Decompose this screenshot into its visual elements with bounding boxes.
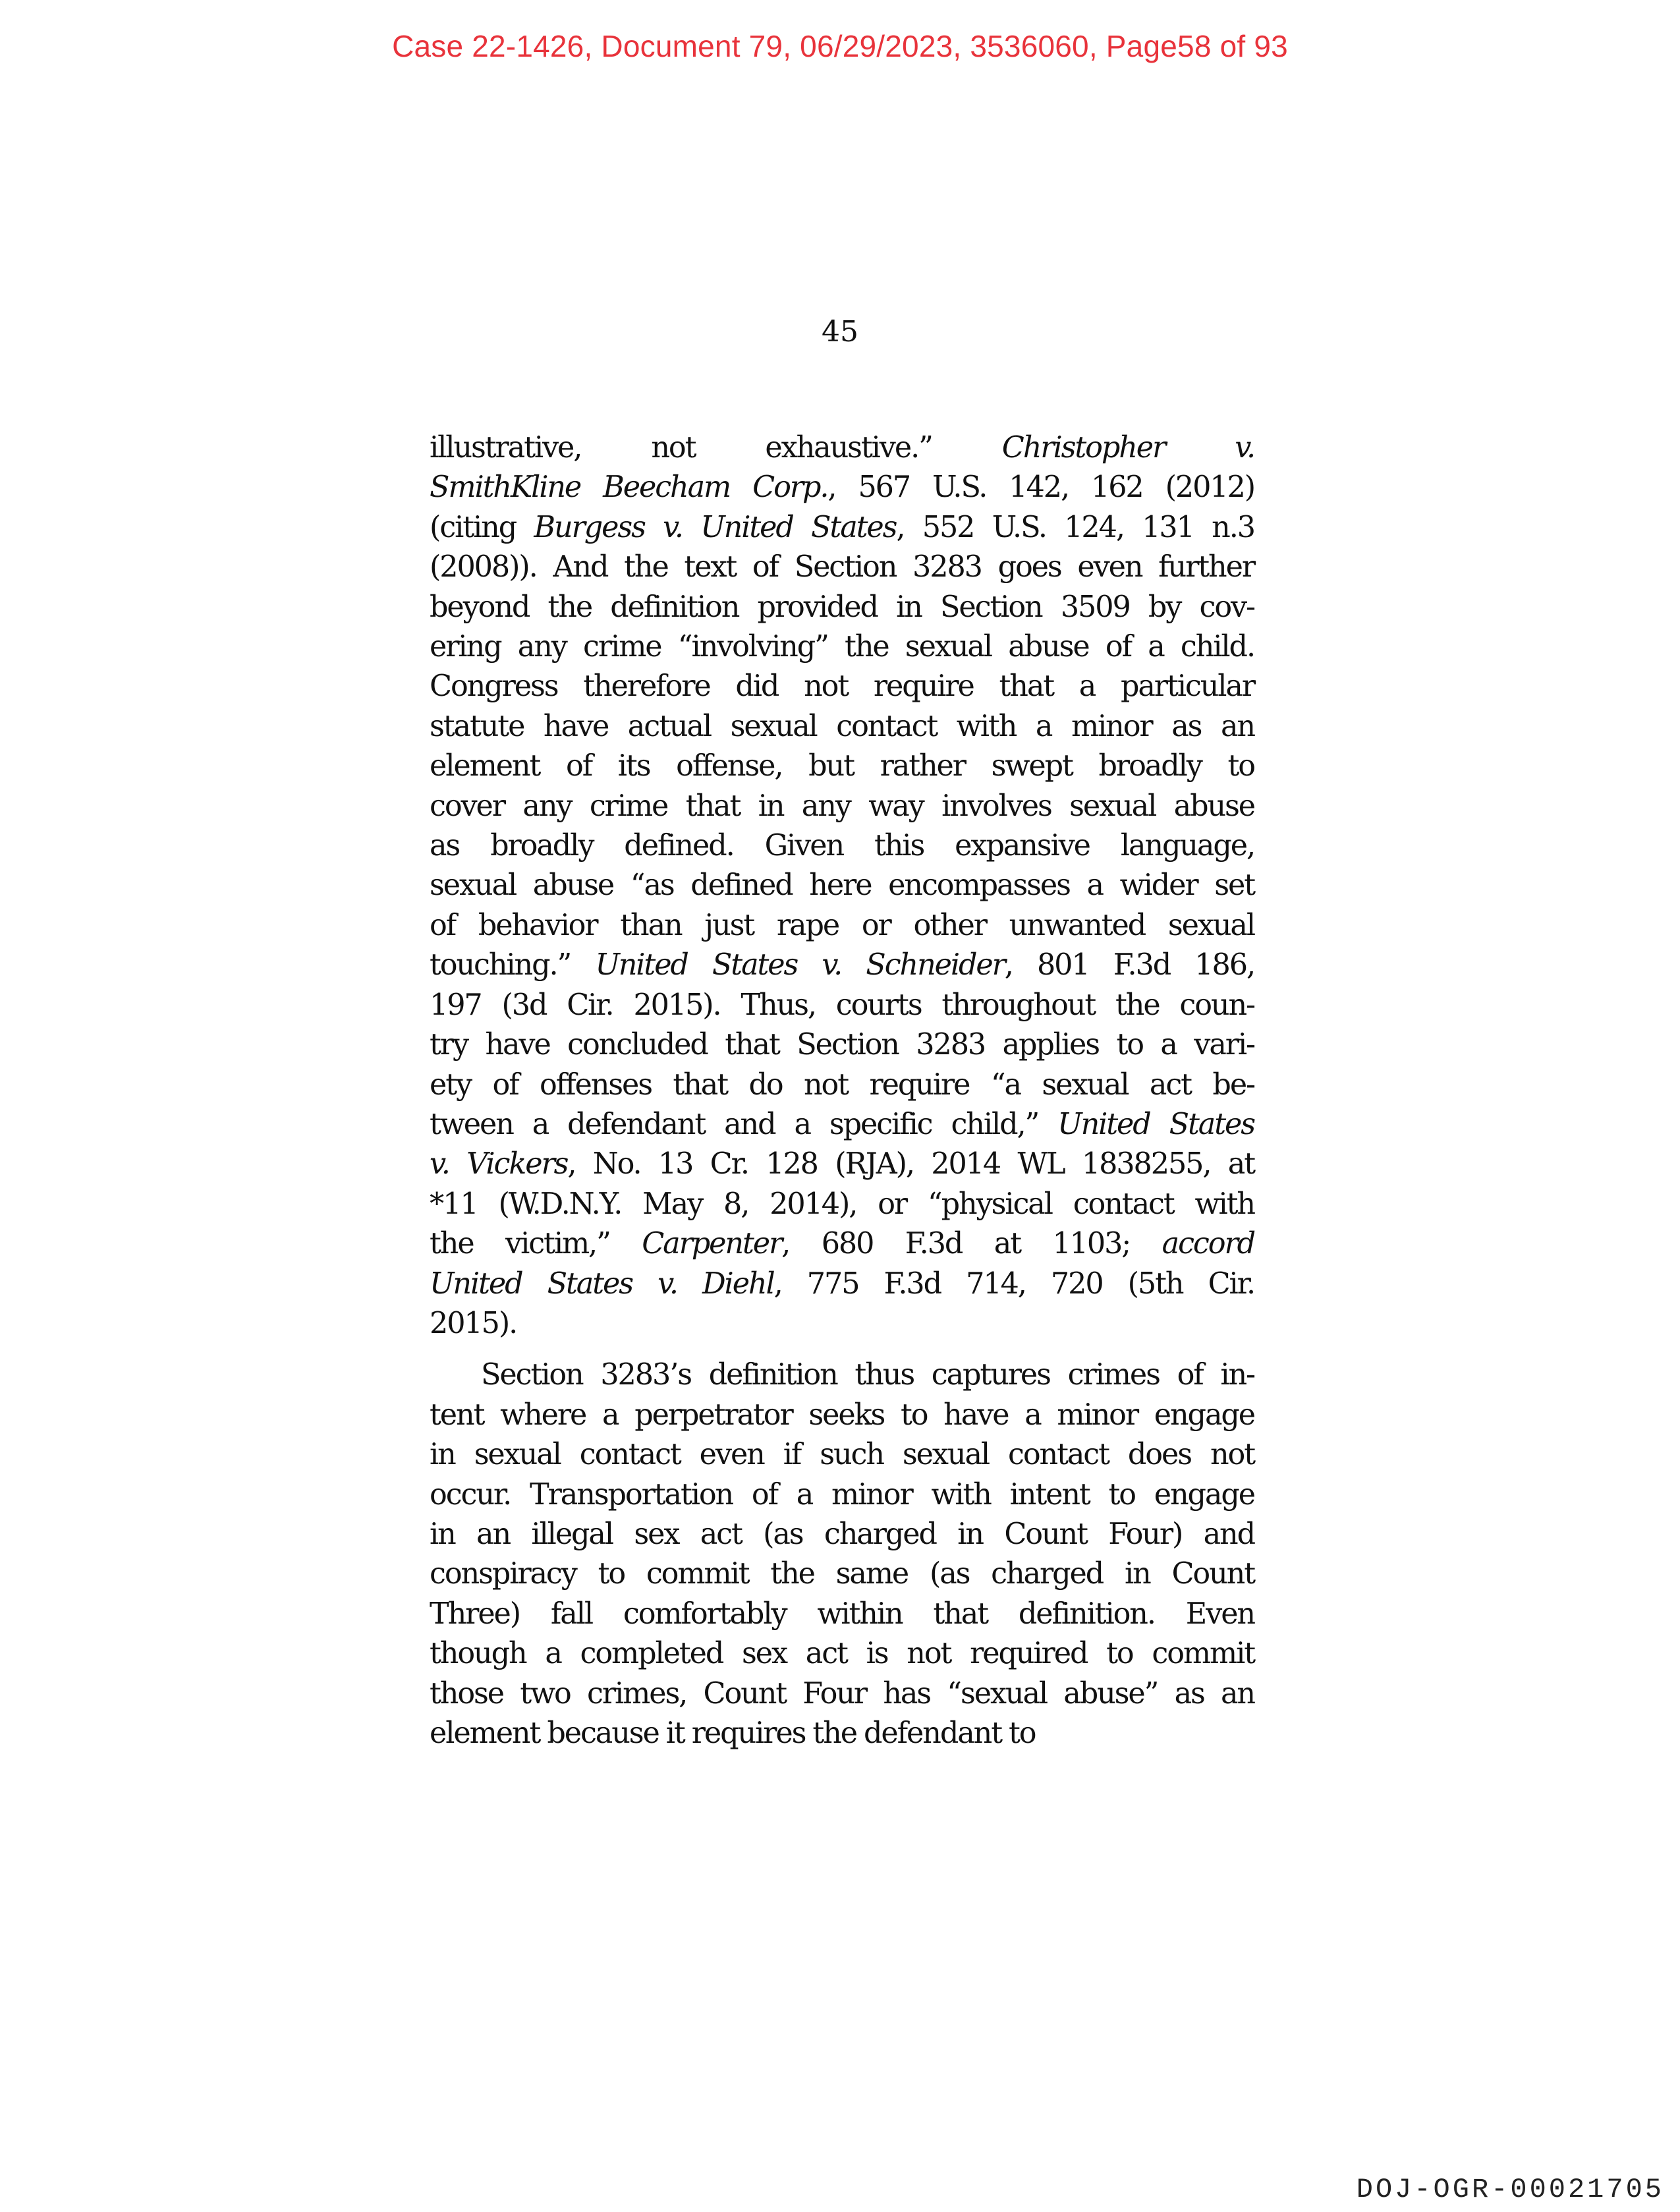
text-run: conspiracy to commit the same (as charged in Count: [430, 1557, 1254, 1591]
text-line: [430, 1595, 1254, 1634]
text-run: cover any crime that in any way involves sexual abuse: [430, 789, 1254, 823]
text-run: illustrative, not exhaustive.”: [430, 431, 1002, 465]
text-line: [430, 588, 1254, 627]
case-header: Case 22-1426, Document 79, 06/29/2023, 3536060, Page58 of 93: [392, 29, 1288, 63]
text-run: beyond the definition provided in Section 3509 by cov-: [430, 590, 1254, 624]
text-run: though a completed sex act is not required to commit: [430, 1637, 1254, 1671]
text-run: statute have actual sexual contact with a minor as an: [430, 709, 1254, 743]
text-run: occur. Transportation of a minor with intent to engage: [430, 1477, 1254, 1512]
text-line: [430, 866, 1254, 905]
citation-italic: United States v. Schneider: [595, 948, 1005, 982]
text-run: of behavior than just rape or other unwanted sexual: [430, 908, 1254, 942]
text-line: [430, 508, 1254, 548]
text-line: [430, 1185, 1254, 1224]
text-line: [430, 1065, 1254, 1105]
text-line: [430, 946, 1254, 985]
text-run: those two crimes, Count Four has “sexual abuse” as an: [430, 1676, 1254, 1711]
text-line: [430, 1264, 1254, 1304]
paragraph-1: [430, 428, 1254, 1344]
citation-italic: Christopher v.: [1001, 431, 1254, 465]
paragraph-2: [430, 1355, 1254, 1753]
text-line: [430, 548, 1254, 587]
citation-italic: Carpenter: [642, 1227, 782, 1261]
text-line: [430, 747, 1254, 786]
text-line: [430, 1355, 1254, 1395]
text-run: as broadly defined. Given this expansive language,: [430, 829, 1254, 863]
text-line: [430, 1674, 1254, 1714]
citation-italic: United States: [1057, 1107, 1254, 1141]
text-line: [430, 1224, 1254, 1264]
text-run: 197 (3d Cir. 2015). Thus, courts throughout the coun-: [430, 988, 1254, 1022]
text-run: in sexual contact even if such sexual contact does not: [430, 1438, 1254, 1472]
text-run: try have concluded that Section 3283 applies to a vari-: [430, 1028, 1254, 1062]
text-line: [430, 1435, 1254, 1475]
text-line: [430, 428, 1254, 468]
text-line: [430, 1304, 1254, 1344]
text-run: , 680 F.3d at 1103;: [781, 1227, 1162, 1261]
citation-italic: v. Vickers: [430, 1147, 568, 1181]
text-run: (2008)). And the text of Section 3283 goes even further: [430, 550, 1254, 584]
text-run: Three) fall comfortably within that definition. Even: [430, 1597, 1254, 1631]
text-line: [430, 1634, 1254, 1674]
text-run: (citing: [430, 510, 534, 544]
text-run: ety of offenses that do not require “a sexual act be-: [430, 1067, 1254, 1102]
text-run: in an illegal sex act (as charged in Count Four) and: [430, 1517, 1254, 1551]
text-line: [430, 906, 1254, 946]
text-run: Section 3283’s definition thus captures crimes of in-: [481, 1358, 1254, 1392]
text-line: [430, 707, 1254, 747]
text-run: sexual abuse “as defined here encompasses a wider set: [430, 868, 1254, 903]
body-text: [430, 428, 1254, 1753]
citation-italic: accord: [1162, 1227, 1254, 1261]
text-line: [430, 986, 1254, 1025]
citation-italic: United States v. Diehl: [430, 1266, 774, 1301]
page-number: 45: [822, 315, 858, 349]
text-run: touching.”: [430, 948, 596, 982]
text-run: Congress therefore did not require that a particular: [430, 669, 1254, 704]
text-line: [430, 468, 1254, 507]
text-line: [430, 1515, 1254, 1554]
text-line: [430, 1554, 1254, 1594]
text-line: [430, 627, 1254, 667]
text-line: [430, 1714, 1254, 1753]
text-run: tent where a perpetrator seeks to have a minor engage: [430, 1398, 1254, 1432]
text-run: element because it requires the defendant to: [430, 1716, 1036, 1750]
text-run: , No. 13 Cr. 128 (RJA), 2014 WL 1838255, at: [567, 1147, 1254, 1181]
text-run: the victim,”: [430, 1227, 642, 1261]
text-run: , 775 F.3d 714, 720 (5th Cir.: [773, 1266, 1254, 1301]
text-run: , 567 U.S. 142, 162 (2012): [827, 470, 1255, 505]
text-line: [430, 1396, 1254, 1435]
text-run: , 552 U.S. 124, 131 n.3: [896, 510, 1254, 544]
text-run: element of its offense, but rather swept broadly to: [430, 749, 1254, 783]
text-run: 2015).: [430, 1306, 517, 1340]
citation-italic: Burgess v. United States: [534, 510, 897, 544]
text-line: [430, 1145, 1254, 1184]
text-line: [430, 1025, 1254, 1065]
text-line: [430, 1475, 1254, 1515]
text-line: [430, 667, 1254, 706]
text-run: tween a defendant and a specific child,”: [430, 1107, 1058, 1141]
text-line: [430, 826, 1254, 866]
bates-stamp: DOJ-OGR-00021705: [1356, 2174, 1664, 2205]
text-run: *11 (W.D.N.Y. May 8, 2014), or “physical contact with: [430, 1187, 1254, 1221]
text-run: ering any crime “involving” the sexual abuse of a child.: [430, 630, 1254, 664]
citation-italic: SmithKline Beecham Corp.: [430, 470, 828, 505]
text-line: [430, 1105, 1254, 1145]
text-line: [430, 787, 1254, 826]
text-run: , 801 F.3d 186,: [1004, 948, 1254, 982]
